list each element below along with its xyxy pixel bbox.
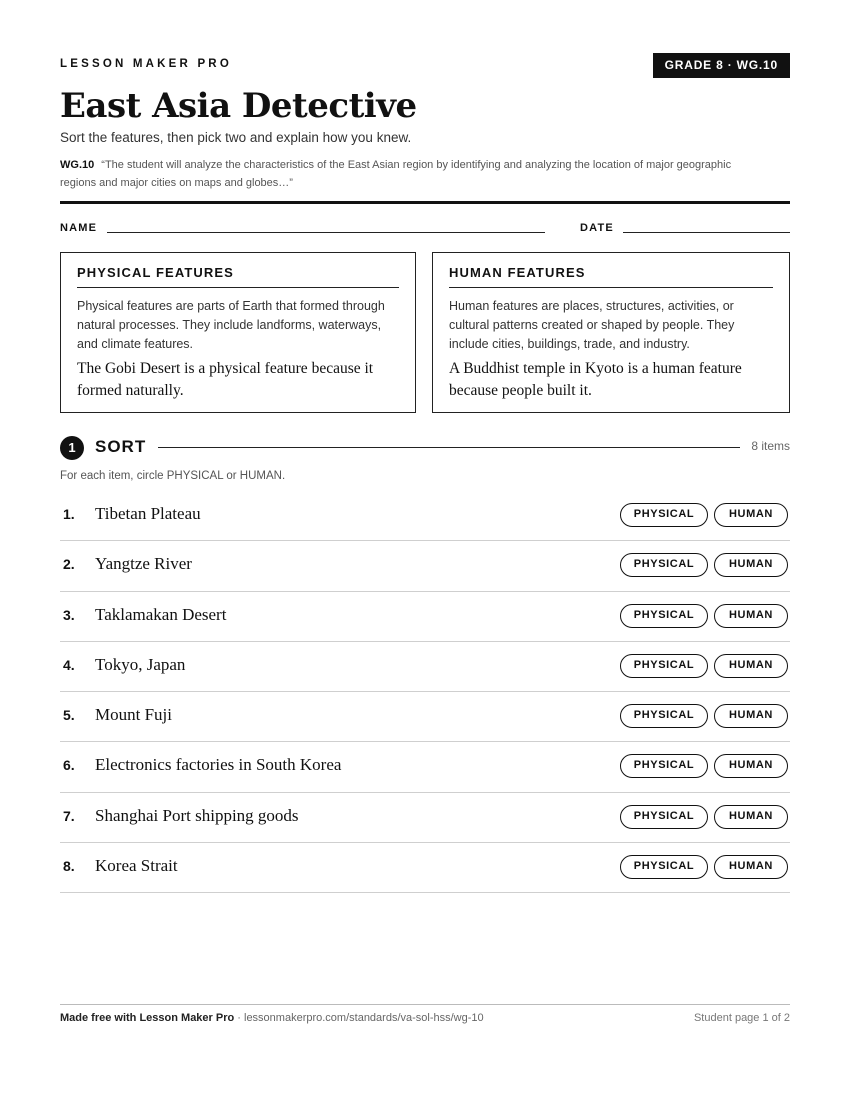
sort-section-header [60,436,790,458]
box-example: The Gobi Desert is a physical feature because it formed naturally. [77,360,374,399]
human-choice[interactable]: HUMAN [714,855,788,879]
list-item [60,692,790,742]
physical-choice[interactable]: PHYSICAL [620,855,708,879]
footer-url: · lessonmakerpro.com/standards/va-sol-hss/wg-10 [234,1012,484,1024]
list-item [60,642,790,692]
item-text: Taklamakan Desert [95,604,227,624]
standard-code: WG.10 [60,159,95,171]
human-choice[interactable]: HUMAN [714,553,788,577]
item-text: Shanghai Port shipping goods [95,805,299,825]
box-example: A Buddhist temple in Kyoto is a human feature because people built it. [449,360,742,399]
human-choice[interactable]: HUMAN [714,754,788,778]
footer-divider [60,1004,790,1005]
list-item [60,541,790,591]
date-field[interactable] [623,232,790,233]
section-title: SORT [95,437,147,456]
box-description: Physical features are parts of Earth that formed through natural processes. They include landforms, waterways, and climate features. [77,299,385,351]
human-choice[interactable]: HUMAN [714,604,788,628]
list-item [60,843,790,893]
name-date-row [60,222,790,238]
list-item [60,491,790,541]
item-text: Yangtze River [95,554,192,574]
item-number: 3. [63,606,75,623]
item-number: 2. [63,556,75,573]
physical-choice[interactable]: PHYSICAL [620,604,708,628]
brand-name: LESSON MAKER PRO [60,58,232,70]
physical-choice[interactable]: PHYSICAL [620,503,708,527]
box-description: Human features are places, structures, activities, or cultural patterns created or shaped by people. They include cities, buildings, trade, and industry. [449,299,735,351]
page-number: Student page 1 of 2 [693,1012,790,1024]
standard-text: “The student will analyze the characteristics of the East Asian region by identifying and analyzing the location of major geographic regions and major cities on maps and globes…” [60,159,732,189]
box-heading: PHYSICAL FEATURES [77,265,399,288]
list-item [60,742,790,792]
item-number: 5. [63,707,75,724]
name-field[interactable] [107,232,545,233]
physical-choice[interactable]: PHYSICAL [620,704,708,728]
name-label: NAME [60,222,98,234]
physical-choice[interactable]: PHYSICAL [620,754,708,778]
worksheet-page [60,0,790,1100]
page-title: East Asia Detective [60,86,417,126]
physical-choice[interactable]: PHYSICAL [620,553,708,577]
item-number: 7. [63,807,75,824]
list-item [60,592,790,642]
item-count: 8 items [751,439,790,453]
human-choice[interactable]: HUMAN [714,704,788,728]
section-divider [158,447,740,448]
section-number-badge: 1 [60,436,84,460]
section-instructions: For each item, circle PHYSICAL or HUMAN. [60,470,286,482]
standard-quote [60,156,760,192]
human-choice[interactable]: HUMAN [714,503,788,527]
item-number: 8. [63,858,75,875]
item-text: Tokyo, Japan [95,654,186,674]
grade-badge: GRADE 8 · WG.10 [653,53,790,78]
physical-choice[interactable]: PHYSICAL [620,654,708,678]
item-number: 4. [63,656,75,673]
item-text: Korea Strait [95,856,178,876]
date-label: DATE [580,222,614,234]
human-choice[interactable]: HUMAN [714,654,788,678]
header-divider [60,201,790,204]
page-subtitle: Sort the features, then pick two and explain how you knew. [60,130,412,145]
human-features-box [432,252,790,413]
page-footer [60,1012,790,1024]
footer-credit: Made free with Lesson Maker Pro [60,1012,235,1024]
item-text: Electronics factories in South Korea [95,755,342,775]
physical-features-box [60,252,416,413]
sort-list [60,491,790,893]
physical-choice[interactable]: PHYSICAL [620,805,708,829]
box-heading: HUMAN FEATURES [449,265,773,288]
item-text: Tibetan Plateau [95,504,201,523]
item-number: 6. [63,757,75,774]
item-number: 1. [63,506,75,522]
human-choice[interactable]: HUMAN [714,805,788,829]
list-item [60,793,790,843]
item-text: Mount Fuji [95,705,172,725]
